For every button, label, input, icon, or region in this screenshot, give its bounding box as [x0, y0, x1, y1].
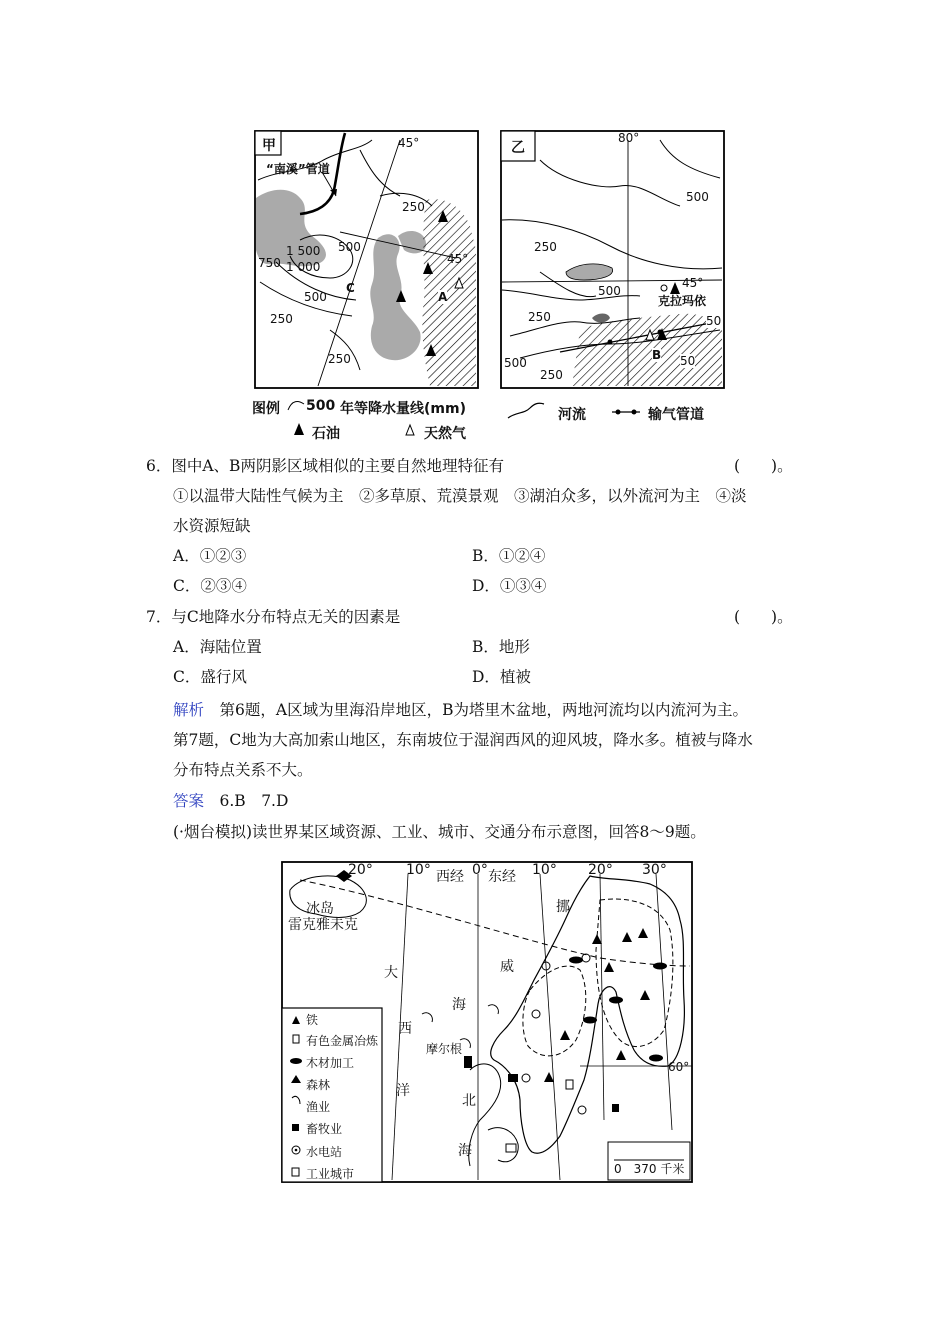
- iso-label: 500: [338, 240, 361, 254]
- q6-option-a[interactable]: A．①②③: [173, 547, 247, 565]
- label-xi: 西: [398, 1021, 412, 1037]
- label-nuo: 挪: [556, 899, 570, 915]
- legend-isoline-value: 500: [306, 398, 336, 414]
- east-longitude: 东经: [488, 869, 516, 885]
- lon-10w: 10°: [406, 862, 431, 878]
- label-murmansk: 摩尔根: [426, 1042, 463, 1056]
- lat-label-45: 45°: [682, 276, 704, 290]
- lat-label-45: 45°: [398, 136, 420, 150]
- label-wei: 威: [500, 959, 514, 975]
- point-b: B: [652, 348, 662, 362]
- legend-livestock: 畜牧业: [306, 1122, 343, 1136]
- legend-forest: 森林: [306, 1078, 331, 1092]
- q6-statements-cont: 水资源短缺: [173, 517, 251, 535]
- pipeline-label: “南溪”管道: [266, 162, 330, 176]
- analysis-text-2: 第7题，C地为大高加索山地区，东南坡位于湿润西风的迎风坡，降水多。植被与降水: [173, 731, 753, 749]
- legend-river: 河流: [558, 407, 586, 423]
- map-yi-tag: 乙: [511, 140, 525, 156]
- iso-label: 750: [258, 256, 281, 270]
- lon-30e: 30°: [642, 862, 667, 878]
- q7-stem: 7．与C地降水分布特点无关的因素是: [146, 608, 401, 626]
- lat-label-45b: 45°: [447, 252, 469, 266]
- iso-label: 500: [504, 356, 527, 370]
- iso-label: 1 000: [286, 260, 321, 274]
- iso-label: 250: [328, 352, 351, 366]
- legend-timber: 木材加工: [306, 1056, 355, 1070]
- legend-gas: 天然气: [424, 426, 466, 442]
- iso-label: 500: [598, 284, 621, 298]
- legend-isoline-desc: 年等降水量线(mm): [340, 401, 466, 417]
- analysis-text-3: 分布特点关系不大。: [173, 761, 313, 779]
- lat-60: 60°: [668, 1060, 690, 1074]
- label-hai-2: 海: [458, 1143, 472, 1159]
- iso-label: 250: [534, 240, 557, 254]
- lon-20w: 20°: [348, 862, 373, 878]
- lon-10e: 10°: [532, 862, 557, 878]
- iso-label: 50: [706, 314, 722, 328]
- label-da: 大: [384, 965, 398, 981]
- iso-label: 50: [680, 354, 696, 368]
- analysis-label: 解析: [173, 701, 205, 719]
- answer-text: 6.B 7.D: [204, 792, 289, 810]
- point-c: C: [346, 281, 355, 295]
- lon-20e: 20°: [588, 862, 613, 878]
- q6-bracket: ( )。: [734, 457, 793, 475]
- label-reykjavik: 雷克雅未克: [288, 917, 358, 933]
- answer-label: 答案: [173, 792, 205, 810]
- scale-label: 0 370 千米: [614, 1162, 685, 1176]
- intro-text: (·烟台模拟)读世界某区域资源、工业、城市、交通分布示意图，回答8～9题。: [173, 823, 706, 841]
- label-bei: 北: [462, 1093, 476, 1109]
- lon-label-80: 80°: [618, 131, 640, 145]
- legend-title: 图例: [252, 401, 280, 417]
- legend-fishery: 渔业: [306, 1100, 331, 1114]
- west-longitude: 西经: [436, 869, 464, 885]
- iso-label: 500: [304, 290, 327, 304]
- legend-nonferrous: 有色金属冶炼: [306, 1034, 379, 1048]
- legend-industrial-city: 工业城市: [306, 1167, 355, 1181]
- iso-label: 250: [402, 200, 425, 214]
- legend-pipeline: 输气管道: [648, 407, 704, 423]
- label-iceland: 冰岛: [306, 901, 334, 917]
- label-hai: 海: [452, 997, 466, 1013]
- lon-zero: 0°: [472, 862, 488, 878]
- legend-iron: 铁: [306, 1013, 319, 1027]
- iso-label: 250: [270, 312, 293, 326]
- q7-option-d[interactable]: D．植被: [472, 668, 531, 686]
- iso-label: 1 500: [286, 244, 321, 258]
- q7-bracket: ( )。: [734, 608, 793, 626]
- q7-option-b[interactable]: B．地形: [472, 638, 530, 656]
- q6-stem: 6．图中A、B两阴影区域相似的主要自然地理特征有: [146, 457, 504, 475]
- iso-label: 500: [686, 190, 709, 204]
- q6-option-b[interactable]: B．①②④: [472, 547, 546, 565]
- iso-label: 250: [540, 368, 563, 382]
- q6-option-c[interactable]: C．②③④: [173, 577, 247, 595]
- legend-hydro: 水电站: [306, 1145, 343, 1159]
- iso-label: 250: [528, 310, 551, 324]
- q7-option-a[interactable]: A．海陆位置: [173, 638, 262, 656]
- city-karamay: 克拉玛依: [658, 294, 707, 308]
- q6-option-d[interactable]: D．①③④: [472, 577, 547, 595]
- q7-option-c[interactable]: C．盛行风: [173, 668, 247, 686]
- point-a: A: [438, 290, 448, 304]
- label-yang: 洋: [396, 1083, 410, 1099]
- q6-statements: ①以温带大陆性气候为主 ②多草原、荒漠景观 ③湖泊众多，以外流河为主 ④淡: [173, 487, 747, 505]
- map-jia-tag: 甲: [262, 138, 276, 154]
- analysis-text: 第6题，A区域为里海沿岸地区，B为塔里木盆地，两地河流均以内流河为主。: [204, 701, 748, 719]
- legend-oil: 石油: [312, 426, 340, 442]
